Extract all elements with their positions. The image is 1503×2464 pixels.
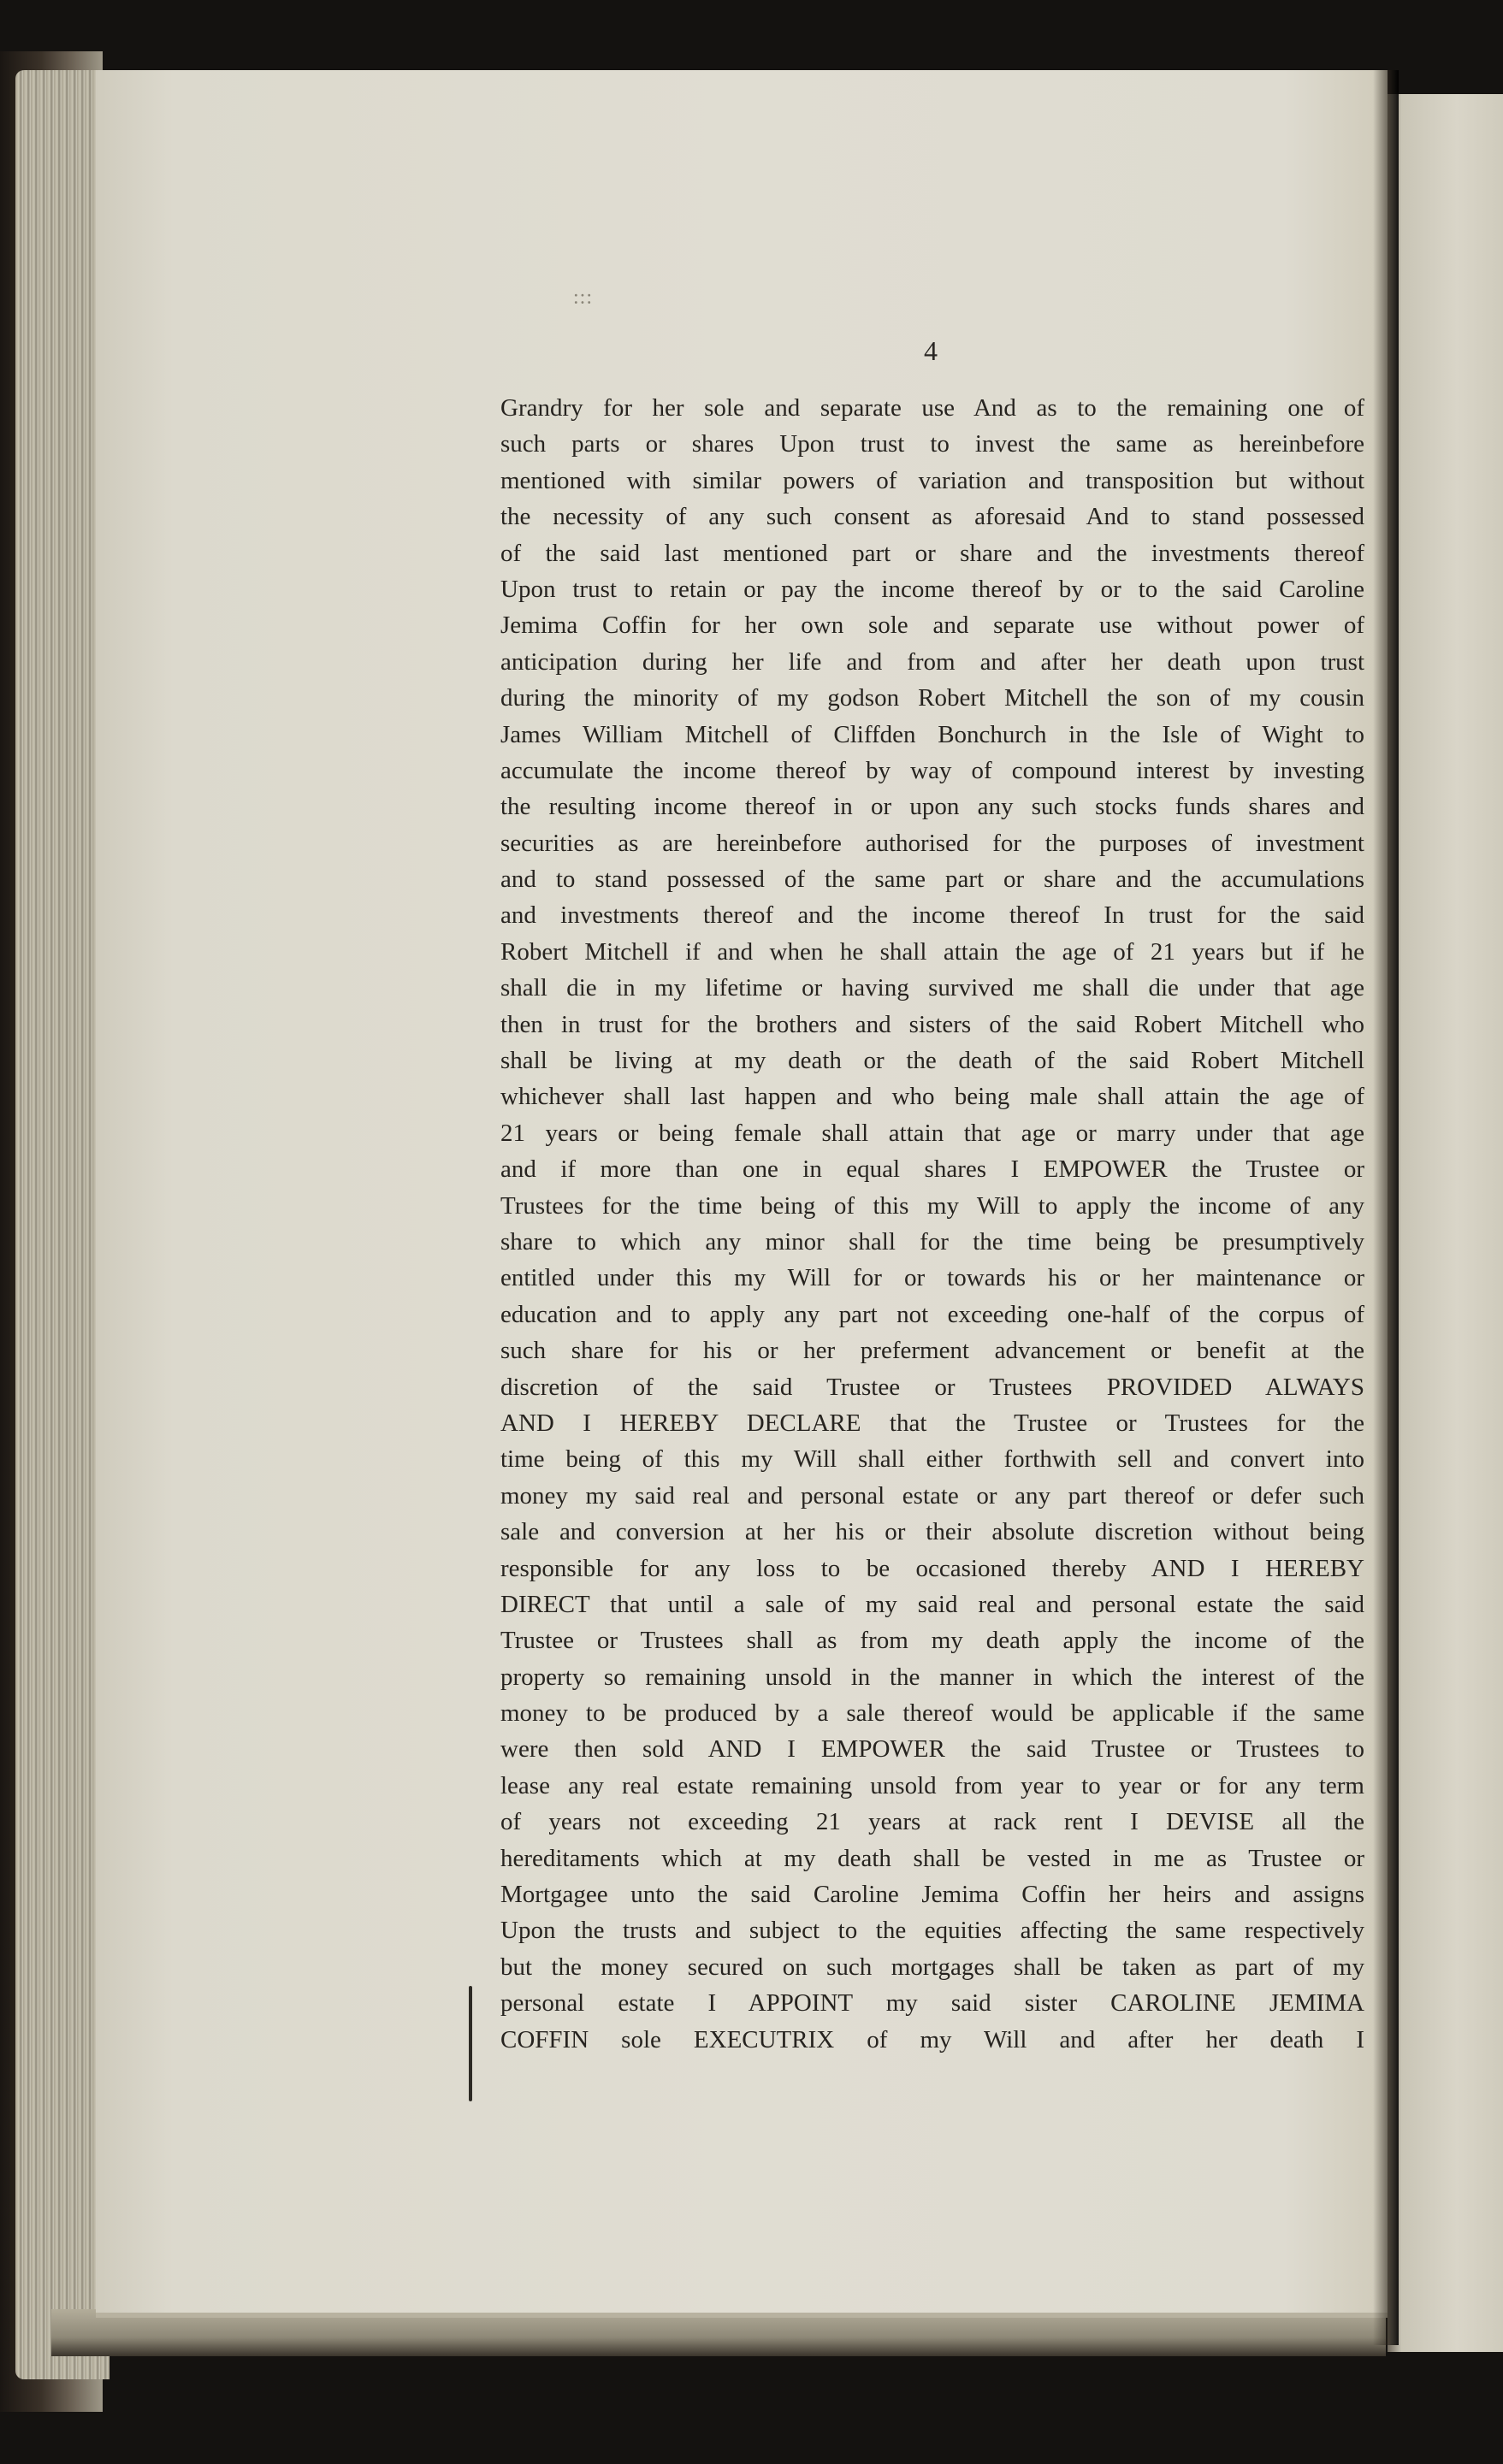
text-line: were then sold AND I EMPOWER the said Trustee or Trustees to bbox=[500, 1735, 1364, 1764]
margin-mark: ::: bbox=[573, 287, 594, 309]
text-line: securities as are hereinbefore authorised for the purposes of investment bbox=[500, 829, 1364, 857]
text-line: lease any real estate remaining unsold from year to year or for any term bbox=[500, 1771, 1364, 1799]
text-line: DIRECT that until a sale of my said real and personal estate the said bbox=[500, 1590, 1364, 1618]
text-line: and investments thereof and the income thereof In trust for the said bbox=[500, 901, 1364, 930]
text-line: Jemima Coffin for her own sole and separate use without power of bbox=[500, 612, 1364, 640]
text-line: responsible for any loss to be occasioned thereby AND I HEREBY bbox=[500, 1554, 1364, 1582]
text-line: shall die in my lifetime or having survived me shall die under that age bbox=[500, 974, 1364, 1002]
text-line: of years not exceeding 21 years at rack rent I DEVISE all the bbox=[500, 1808, 1364, 1836]
text-line: such share for his or her preferment advancement or benefit at the bbox=[500, 1337, 1364, 1365]
page-number: 4 bbox=[924, 335, 938, 366]
text-line: hereditaments which at my death shall be vested in me as Trustee or bbox=[500, 1844, 1364, 1872]
text-line: discretion of the said Trustee or Trustees PROVIDED ALWAYS bbox=[500, 1373, 1364, 1401]
text-line: AND I HEREBY DECLARE that the Trustee or Trustees for the bbox=[500, 1409, 1364, 1437]
text-line: money to be produced by a sale thereof would be applicable if the same bbox=[500, 1699, 1364, 1728]
facing-page-edge bbox=[1388, 94, 1503, 2352]
text-line: Mortgagee unto the said Caroline Jemima Coffin her heirs and assigns bbox=[500, 1881, 1364, 1909]
text-line: personal estate I APPOINT my said sister CAROLINE JEMIMA bbox=[500, 1989, 1364, 2018]
text-line: and if more than one in equal shares I EMPOWER the Trustee or bbox=[500, 1155, 1364, 1184]
page-gutter bbox=[1373, 70, 1399, 2345]
document-body bbox=[500, 390, 1364, 2058]
text-line: Trustee or Trustees shall as from my death apply the income of the bbox=[500, 1627, 1364, 1655]
text-line: sale and conversion at her his or their absolute discretion without being bbox=[500, 1518, 1364, 1546]
text-line: COFFIN sole EXECUTRIX of my Will and after her death I bbox=[500, 2025, 1364, 2053]
text-line: Upon the trusts and subject to the equities affecting the same respectively bbox=[500, 1917, 1364, 1945]
text-line: during the minority of my godson Robert Mitchell the son of my cousin bbox=[500, 684, 1364, 712]
text-line: the resulting income thereof in or upon any such stocks funds shares and bbox=[500, 793, 1364, 821]
margin-bracket-mark bbox=[469, 1986, 472, 2101]
text-line: education and to apply any part not exceeding one-half of the corpus of bbox=[500, 1300, 1364, 1328]
text-line: money my said real and personal estate or any part thereof or defer such bbox=[500, 1481, 1364, 1510]
text-line: then in trust for the brothers and sisters of the said Robert Mitchell who bbox=[500, 1010, 1364, 1038]
text-line: time being of this my Will shall either forthwith sell and convert into bbox=[500, 1445, 1364, 1474]
text-line: mentioned with similar powers of variation and transposition but without bbox=[500, 466, 1364, 494]
text-line: Robert Mitchell if and when he shall attain the age of 21 years but if he bbox=[500, 937, 1364, 966]
text-line: property so remaining unsold in the manner in which the interest of the bbox=[500, 1663, 1364, 1691]
text-line: Upon trust to retain or pay the income thereof by or to the said Caroline bbox=[500, 575, 1364, 603]
text-line: whichever shall last happen and who being male shall attain the age of bbox=[500, 1083, 1364, 1111]
text-line: entitled under this my Will for or towards his or her maintenance or bbox=[500, 1264, 1364, 1292]
text-line: Trustees for the time being of this my Will to apply the income of any bbox=[500, 1191, 1364, 1220]
text-line: shall be living at my death or the death of the said Robert Mitchell bbox=[500, 1047, 1364, 1075]
text-line: and to stand possessed of the same part or share and the accumulations bbox=[500, 866, 1364, 894]
text-line: but the money secured on such mortgages shall be taken as part of my bbox=[500, 1953, 1364, 1981]
text-line: anticipation during her life and from and after her death upon trust bbox=[500, 647, 1364, 676]
text-line: 21 years or being female shall attain that age or marry under that age bbox=[500, 1119, 1364, 1147]
text-line: accumulate the income thereof by way of compound interest by investing bbox=[500, 756, 1364, 784]
text-line: such parts or shares Upon trust to invest the same as hereinbefore bbox=[500, 430, 1364, 458]
text-line: of the said last mentioned part or share and the investments thereof bbox=[500, 539, 1364, 567]
text-line: the necessity of any such consent as aforesaid And to stand possessed bbox=[500, 503, 1364, 531]
text-line: Grandry for her sole and separate use And as to the remaining one of bbox=[500, 394, 1364, 422]
text-line: share to which any minor shall for the time being be presumptively bbox=[500, 1227, 1364, 1256]
text-line: James William Mitchell of Cliffden Bonchurch in the Isle of Wight to bbox=[500, 720, 1364, 748]
